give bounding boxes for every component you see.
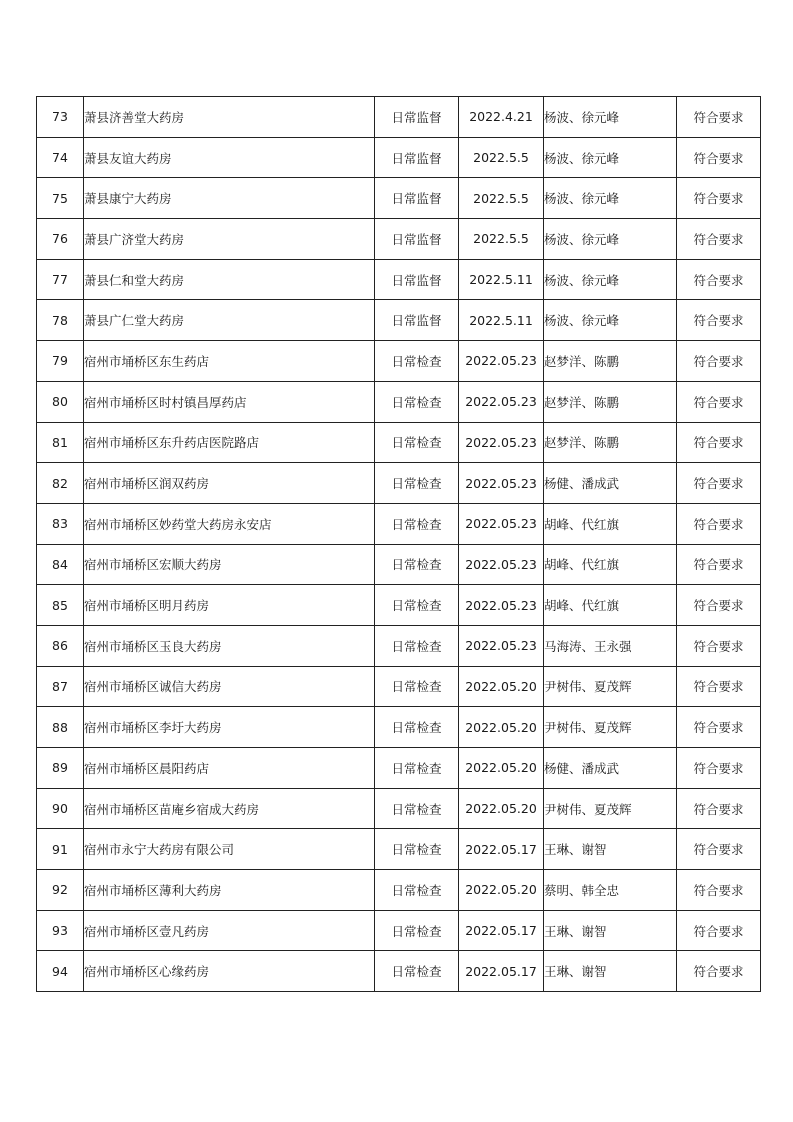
table-row bbox=[37, 341, 761, 382]
inspectors-cell: 胡峰、代红旗 bbox=[544, 503, 677, 544]
inspectors-cell: 王琳、谢智 bbox=[544, 829, 677, 870]
inspection-type-cell: 日常检查 bbox=[375, 707, 459, 748]
inspection-date-cell: 2022.05.20 bbox=[459, 748, 544, 789]
inspectors-cell: 杨健、潘成武 bbox=[544, 463, 677, 504]
row-number-cell: 73 bbox=[37, 97, 84, 138]
inspection-type-cell: 日常检查 bbox=[375, 463, 459, 504]
table-row bbox=[37, 544, 761, 585]
inspection-date-cell: 2022.05.20 bbox=[459, 788, 544, 829]
pharmacy-name-cell: 宿州市埇桥区宏顺大药房 bbox=[84, 544, 375, 585]
table-row bbox=[37, 870, 761, 911]
pharmacy-name-cell: 宿州市埇桥区薄利大药房 bbox=[84, 870, 375, 911]
inspection-type-cell: 日常检查 bbox=[375, 829, 459, 870]
row-number-cell: 93 bbox=[37, 910, 84, 951]
inspection-type-cell: 日常检查 bbox=[375, 666, 459, 707]
pharmacy-name-cell: 宿州市埇桥区时村镇昌厚药店 bbox=[84, 381, 375, 422]
inspection-type-cell: 日常检查 bbox=[375, 422, 459, 463]
inspection-date-cell: 2022.05.23 bbox=[459, 463, 544, 504]
inspection-date-cell: 2022.05.23 bbox=[459, 503, 544, 544]
inspection-type-cell: 日常监督 bbox=[375, 219, 459, 260]
row-number-cell: 88 bbox=[37, 707, 84, 748]
inspection-type-cell: 日常检查 bbox=[375, 381, 459, 422]
inspection-type-cell: 日常检查 bbox=[375, 951, 459, 992]
pharmacy-name-cell: 萧县友谊大药房 bbox=[84, 137, 375, 178]
row-number-cell: 94 bbox=[37, 951, 84, 992]
pharmacy-name-cell: 宿州市埇桥区妙药堂大药房永安店 bbox=[84, 503, 375, 544]
inspectors-cell: 胡峰、代红旗 bbox=[544, 544, 677, 585]
inspection-type-cell: 日常监督 bbox=[375, 137, 459, 178]
row-number-cell: 92 bbox=[37, 870, 84, 911]
inspectors-cell: 尹树伟、夏茂辉 bbox=[544, 666, 677, 707]
result-cell: 符合要求 bbox=[677, 463, 761, 504]
row-number-cell: 90 bbox=[37, 788, 84, 829]
inspectors-cell: 杨波、徐元峰 bbox=[544, 97, 677, 138]
inspection-type-cell: 日常监督 bbox=[375, 97, 459, 138]
inspectors-cell: 杨波、徐元峰 bbox=[544, 300, 677, 341]
inspection-date-cell: 2022.05.17 bbox=[459, 829, 544, 870]
pharmacy-name-cell: 萧县仁和堂大药房 bbox=[84, 259, 375, 300]
table-row bbox=[37, 829, 761, 870]
inspectors-cell: 尹树伟、夏茂辉 bbox=[544, 788, 677, 829]
row-number-cell: 80 bbox=[37, 381, 84, 422]
result-cell: 符合要求 bbox=[677, 748, 761, 789]
inspection-date-cell: 2022.05.23 bbox=[459, 544, 544, 585]
table-row bbox=[37, 422, 761, 463]
inspectors-cell: 马海涛、王永强 bbox=[544, 625, 677, 666]
inspectors-cell: 王琳、谢智 bbox=[544, 910, 677, 951]
inspection-date-cell: 2022.5.5 bbox=[459, 219, 544, 260]
inspection-date-cell: 2022.4.21 bbox=[459, 97, 544, 138]
row-number-cell: 77 bbox=[37, 259, 84, 300]
pharmacy-name-cell: 宿州市埇桥区心缘药房 bbox=[84, 951, 375, 992]
pharmacy-name-cell: 萧县康宁大药房 bbox=[84, 178, 375, 219]
table-row bbox=[37, 219, 761, 260]
inspectors-cell: 杨波、徐元峰 bbox=[544, 137, 677, 178]
inspectors-cell: 蔡明、韩全忠 bbox=[544, 870, 677, 911]
inspection-date-cell: 2022.05.23 bbox=[459, 625, 544, 666]
pharmacy-name-cell: 萧县广仁堂大药房 bbox=[84, 300, 375, 341]
result-cell: 符合要求 bbox=[677, 178, 761, 219]
inspection-type-cell: 日常检查 bbox=[375, 910, 459, 951]
table-row bbox=[37, 788, 761, 829]
table-row bbox=[37, 503, 761, 544]
row-number-cell: 78 bbox=[37, 300, 84, 341]
pharmacy-name-cell: 萧县广济堂大药房 bbox=[84, 219, 375, 260]
table-row bbox=[37, 748, 761, 789]
inspection-date-cell: 2022.05.17 bbox=[459, 910, 544, 951]
inspection-record-table bbox=[36, 96, 761, 992]
result-cell: 符合要求 bbox=[677, 259, 761, 300]
result-cell: 符合要求 bbox=[677, 137, 761, 178]
table-row bbox=[37, 381, 761, 422]
inspection-type-cell: 日常检查 bbox=[375, 748, 459, 789]
inspection-date-cell: 2022.5.5 bbox=[459, 137, 544, 178]
inspection-date-cell: 2022.05.17 bbox=[459, 951, 544, 992]
inspection-date-cell: 2022.5.11 bbox=[459, 300, 544, 341]
result-cell: 符合要求 bbox=[677, 422, 761, 463]
pharmacy-name-cell: 宿州市埇桥区晨阳药店 bbox=[84, 748, 375, 789]
table-row bbox=[37, 951, 761, 992]
result-cell: 符合要求 bbox=[677, 585, 761, 626]
inspection-date-cell: 2022.05.23 bbox=[459, 422, 544, 463]
row-number-cell: 74 bbox=[37, 137, 84, 178]
table-row bbox=[37, 707, 761, 748]
result-cell: 符合要求 bbox=[677, 870, 761, 911]
row-number-cell: 75 bbox=[37, 178, 84, 219]
row-number-cell: 76 bbox=[37, 219, 84, 260]
inspection-date-cell: 2022.05.23 bbox=[459, 585, 544, 626]
table-row bbox=[37, 463, 761, 504]
result-cell: 符合要求 bbox=[677, 381, 761, 422]
result-cell: 符合要求 bbox=[677, 666, 761, 707]
row-number-cell: 81 bbox=[37, 422, 84, 463]
pharmacy-name-cell: 宿州市埇桥区明月药房 bbox=[84, 585, 375, 626]
inspectors-cell: 胡峰、代红旗 bbox=[544, 585, 677, 626]
inspectors-cell: 杨健、潘成武 bbox=[544, 748, 677, 789]
inspection-type-cell: 日常监督 bbox=[375, 178, 459, 219]
row-number-cell: 89 bbox=[37, 748, 84, 789]
inspectors-cell: 赵梦洋、陈鹏 bbox=[544, 381, 677, 422]
inspection-date-cell: 2022.5.5 bbox=[459, 178, 544, 219]
row-number-cell: 83 bbox=[37, 503, 84, 544]
inspection-type-cell: 日常检查 bbox=[375, 870, 459, 911]
inspection-type-cell: 日常检查 bbox=[375, 503, 459, 544]
row-number-cell: 86 bbox=[37, 625, 84, 666]
row-number-cell: 82 bbox=[37, 463, 84, 504]
result-cell: 符合要求 bbox=[677, 910, 761, 951]
inspectors-cell: 杨波、徐元峰 bbox=[544, 178, 677, 219]
table-row bbox=[37, 300, 761, 341]
row-number-cell: 85 bbox=[37, 585, 84, 626]
row-number-cell: 79 bbox=[37, 341, 84, 382]
inspectors-cell: 赵梦洋、陈鹏 bbox=[544, 341, 677, 382]
inspection-type-cell: 日常监督 bbox=[375, 259, 459, 300]
inspection-type-cell: 日常监督 bbox=[375, 300, 459, 341]
inspection-date-cell: 2022.05.23 bbox=[459, 341, 544, 382]
inspection-date-cell: 2022.05.20 bbox=[459, 870, 544, 911]
result-cell: 符合要求 bbox=[677, 544, 761, 585]
inspection-date-cell: 2022.05.20 bbox=[459, 666, 544, 707]
table-row bbox=[37, 910, 761, 951]
pharmacy-name-cell: 宿州市永宁大药房有限公司 bbox=[84, 829, 375, 870]
result-cell: 符合要求 bbox=[677, 625, 761, 666]
table-body bbox=[37, 97, 761, 992]
result-cell: 符合要求 bbox=[677, 341, 761, 382]
result-cell: 符合要求 bbox=[677, 707, 761, 748]
pharmacy-name-cell: 宿州市埇桥区壹凡药房 bbox=[84, 910, 375, 951]
pharmacy-name-cell: 萧县济善堂大药房 bbox=[84, 97, 375, 138]
result-cell: 符合要求 bbox=[677, 219, 761, 260]
inspection-date-cell: 2022.5.11 bbox=[459, 259, 544, 300]
result-cell: 符合要求 bbox=[677, 788, 761, 829]
inspection-type-cell: 日常检查 bbox=[375, 585, 459, 626]
result-cell: 符合要求 bbox=[677, 503, 761, 544]
result-cell: 符合要求 bbox=[677, 300, 761, 341]
row-number-cell: 84 bbox=[37, 544, 84, 585]
pharmacy-name-cell: 宿州市埇桥区诚信大药房 bbox=[84, 666, 375, 707]
inspection-type-cell: 日常检查 bbox=[375, 544, 459, 585]
row-number-cell: 87 bbox=[37, 666, 84, 707]
result-cell: 符合要求 bbox=[677, 97, 761, 138]
inspectors-cell: 尹树伟、夏茂辉 bbox=[544, 707, 677, 748]
inspectors-cell: 杨波、徐元峰 bbox=[544, 259, 677, 300]
inspection-type-cell: 日常检查 bbox=[375, 625, 459, 666]
inspectors-cell: 王琳、谢智 bbox=[544, 951, 677, 992]
pharmacy-name-cell: 宿州市埇桥区东生药店 bbox=[84, 341, 375, 382]
table-row bbox=[37, 97, 761, 138]
pharmacy-name-cell: 宿州市埇桥区李圩大药房 bbox=[84, 707, 375, 748]
inspection-type-cell: 日常检查 bbox=[375, 341, 459, 382]
pharmacy-name-cell: 宿州市埇桥区玉良大药房 bbox=[84, 625, 375, 666]
inspectors-cell: 杨波、徐元峰 bbox=[544, 219, 677, 260]
table-row bbox=[37, 259, 761, 300]
table-row bbox=[37, 585, 761, 626]
inspection-type-cell: 日常检查 bbox=[375, 788, 459, 829]
pharmacy-name-cell: 宿州市埇桥区东升药店医院路店 bbox=[84, 422, 375, 463]
pharmacy-name-cell: 宿州市埇桥区润双药房 bbox=[84, 463, 375, 504]
inspection-date-cell: 2022.05.20 bbox=[459, 707, 544, 748]
table-row bbox=[37, 625, 761, 666]
result-cell: 符合要求 bbox=[677, 951, 761, 992]
inspectors-cell: 赵梦洋、陈鹏 bbox=[544, 422, 677, 463]
table-row bbox=[37, 178, 761, 219]
row-number-cell: 91 bbox=[37, 829, 84, 870]
pharmacy-name-cell: 宿州市埇桥区苗庵乡宿成大药房 bbox=[84, 788, 375, 829]
table-row bbox=[37, 137, 761, 178]
inspection-date-cell: 2022.05.23 bbox=[459, 381, 544, 422]
table-row bbox=[37, 666, 761, 707]
result-cell: 符合要求 bbox=[677, 829, 761, 870]
